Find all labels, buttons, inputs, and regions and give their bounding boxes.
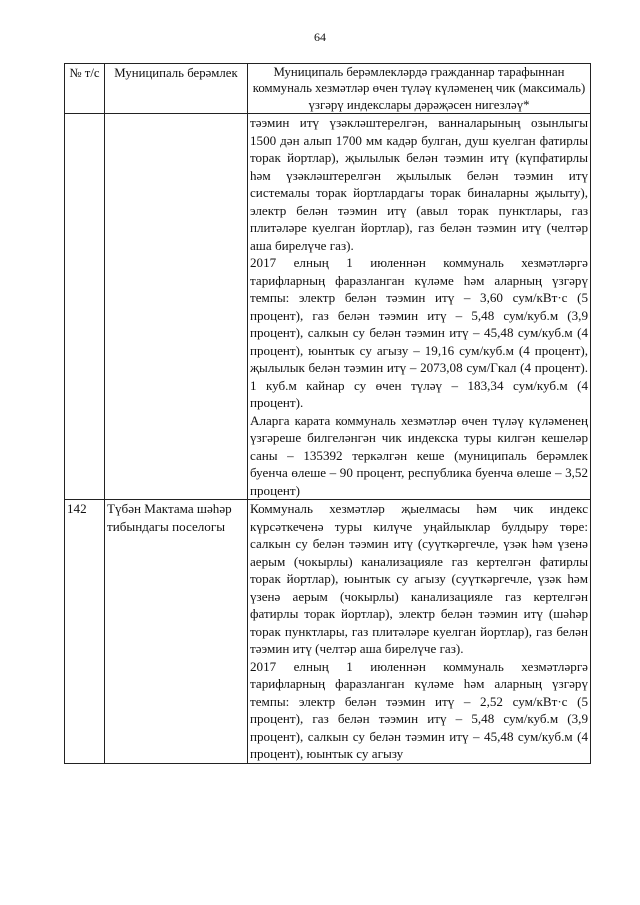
header-basis: Муниципаль берәмлекләрдә гражданнар тарафыннан коммуналь хезмәтләр өчен түләү күләменең чик (максималь) үзгәрү индекслары дәрәҗәсен нигезләү* bbox=[248, 64, 591, 114]
table-header-row bbox=[65, 64, 591, 114]
municipality-name bbox=[105, 114, 248, 500]
table-row bbox=[65, 114, 591, 500]
row-number bbox=[65, 114, 105, 500]
basis-text bbox=[248, 114, 591, 500]
table-row bbox=[65, 500, 591, 764]
basis-text bbox=[248, 500, 591, 764]
basis-paragraph: Аларга карата коммуналь хезмәтләр өчен түләү күләменең үзгәреше билгеләнгән чик индекска туры килгән кешеләр саны – 135392 теркәлгән кеше (муниципаль берәмлек буенча өлеше – 90 процент, республика буенча өлеше – 3,52 процент) bbox=[250, 412, 588, 498]
basis-paragraph: 2017 елның 1 июленнән коммуналь хезмәтләргә тарифларның фаразланган күләме һәм аларның үзгәрү темпы: электр белән тәэмин итү – 2,52 сум/кВт·с (5 процент), газ белән тәэмин итү – 5,48 сум/куб.м (3,9 процент), салкын су белән тәэмин итү – 45,48 сум/куб.м (4 процент), юынтык су агызу bbox=[250, 658, 588, 762]
header-municipality: Муниципаль берәмлек bbox=[105, 64, 248, 114]
municipality-name: Түбән Мактама шәһәр тибындагы поселогы bbox=[105, 500, 248, 764]
page-number: 64 bbox=[314, 30, 326, 44]
basis-paragraph: Коммуналь хезмәтләр җыелмасы һәм чик индекс күрсәткеченә туры килүче уңайлыклар булдыру төре: салкын су белән тәэмин итү (суүткәргечле, үзәк һәм үзенә аерым (чокырлы) канализацияле газ кертелгән фатирлы торак йортлар), юынтык су агызу (суүткәргечле, үзәк һәм үзенә аерым (чокырлы) канализацияле газ кертелгән фатирлы торак йортлар), электр белән тәэмин итү (шәһәр торак пунктлары, газ плитәләре куелган йортлар), газ белән тәэмин итү (челтәр аша бирелүче газ). bbox=[250, 501, 588, 657]
indices-table bbox=[64, 63, 591, 764]
row-number: 142 bbox=[65, 500, 105, 764]
basis-paragraph: 2017 елның 1 июленнән коммуналь хезмәтләргә тарифларның фаразланган күләме һәм аларның үзгәрү темпы: электр белән тәэмин итү – 3,60 сум/кВт·с (5 процент), газ белән тәэмин итү – 5,48 сум/куб.м (3,9 процент), салкын су белән тәэмин итү – 45,48 сум/куб.м (4 процент), юынтык су агызу – 19,16 сум/куб.м (4 процент), җылылык белән тәэмин итү – 2073,08 сум/Гкал (4 процент). 1 куб.м кайнар су өчен түләү – 183,34 сум/куб.м (4 процент). bbox=[250, 255, 588, 411]
basis-paragraph: тәэмин итү үзәкләштерелгән, ванналарының озынлыгы 1500 дән алып 1700 мм кадәр булган, душ куелган фатирлы торак йортлар), җылылык белән тәэмин итү (күпфатирлы һәм үзәкләштерелгән җылылык белән тәэмин итү системалы торак йортлардагы торак биналарны җылыту), электр белән тәэмин итү (авыл торак пунктлары, газ плитәләре куелган йортлар), газ белән тәэмин итү (челтәр аша бирелүче газ). bbox=[250, 115, 588, 253]
header-num: № т/с bbox=[65, 64, 105, 114]
